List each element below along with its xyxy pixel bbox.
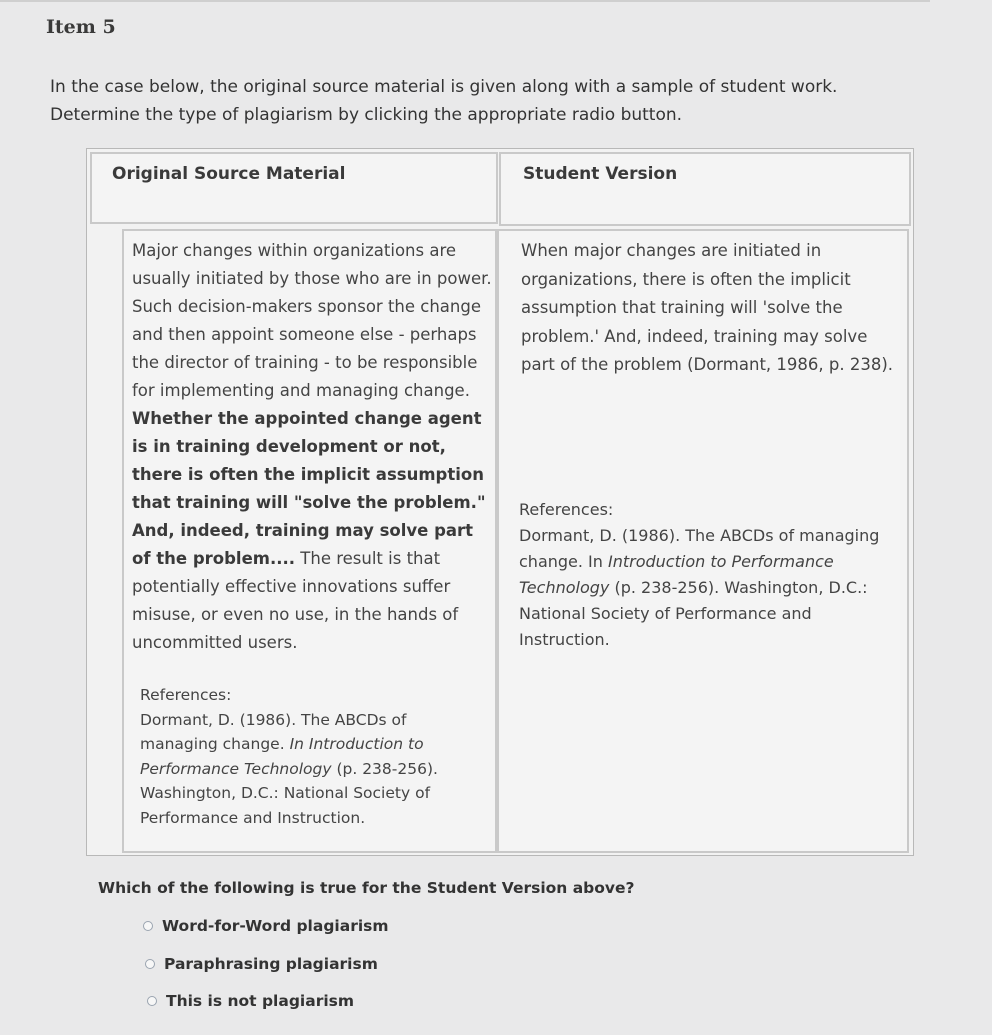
option-not-plagiarism[interactable] bbox=[147, 992, 354, 1010]
original-ref-italic: In Introduction to Performance Technology bbox=[140, 735, 424, 778]
option-word-for-word[interactable] bbox=[143, 917, 389, 935]
student-ref-part-2: (p. 238-256). Washington, D.C.: National Society of Performance and Instruction. bbox=[519, 578, 868, 649]
original-ref-part-2: (p. 238-256). Washington, D.C.: National Society of Performance and Instruction. bbox=[140, 759, 438, 827]
item-title: Item 5 bbox=[46, 16, 116, 38]
original-text-plain-1: Major changes within organizations are usually initiated by those who are in power. Such decision-makers sponsor the change and then appoint someone else - perhaps the director of training - to be responsible for implementing and managing change. bbox=[132, 241, 492, 400]
original-ref-citation bbox=[140, 708, 480, 831]
header-student-cell bbox=[499, 152, 911, 226]
option-label[interactable]: Paraphrasing plagiarism bbox=[164, 955, 378, 973]
instructions-text: In the case below, the original source material is given along with a sample of student work. Determine the type of plagiarism by clicking the appropriate radio button. bbox=[50, 77, 838, 125]
option-paraphrasing[interactable] bbox=[145, 955, 378, 973]
option-label[interactable]: Word-for-Word plagiarism bbox=[162, 917, 389, 935]
radio-not-plagiarism[interactable] bbox=[147, 996, 157, 1006]
original-references bbox=[140, 683, 480, 830]
original-text-plain-2: The result is that potentially effective innovations suffer misuse, or even no use, in the hands of uncommitted users. bbox=[132, 549, 459, 652]
student-ref-part-1: Dormant, D. (1986). The ABCDs of managing change. In bbox=[519, 526, 880, 571]
header-original-cell bbox=[90, 152, 498, 224]
original-ref-label: References: bbox=[140, 686, 232, 704]
radio-paraphrasing[interactable] bbox=[145, 959, 155, 969]
student-version-cell bbox=[497, 229, 909, 853]
student-ref-label: References: bbox=[519, 500, 614, 519]
question-text: Which of the following is true for the Student Version above? bbox=[98, 879, 635, 897]
comparison-table bbox=[86, 148, 914, 856]
student-references bbox=[519, 497, 899, 653]
original-ref-part-1: Dormant, D. (1986). The ABCDs of managing change. bbox=[140, 710, 407, 753]
student-version-text: When major changes are initiated in organizations, there is often the implicit assumption that training will 'solve the problem.' And, indeed, training may solve part of the problem (Dormant, 1986, p. 238). bbox=[521, 241, 894, 374]
header-student: Student Version bbox=[523, 164, 678, 184]
student-ref-citation bbox=[519, 523, 899, 653]
original-source-cell bbox=[122, 229, 497, 853]
original-text-bold: Whether the appointed change agent is in training development or not, there is often the implicit assumption that training will "solve the problem." And, indeed, training may solve part of the problem.... bbox=[132, 409, 486, 568]
option-label[interactable]: This is not plagiarism bbox=[166, 992, 355, 1010]
header-original: Original Source Material bbox=[112, 164, 346, 184]
student-ref-italic: Introduction to Performance Technology bbox=[519, 552, 834, 597]
original-source-text bbox=[132, 237, 497, 657]
top-divider bbox=[0, 0, 930, 2]
radio-word-for-word[interactable] bbox=[143, 921, 153, 931]
